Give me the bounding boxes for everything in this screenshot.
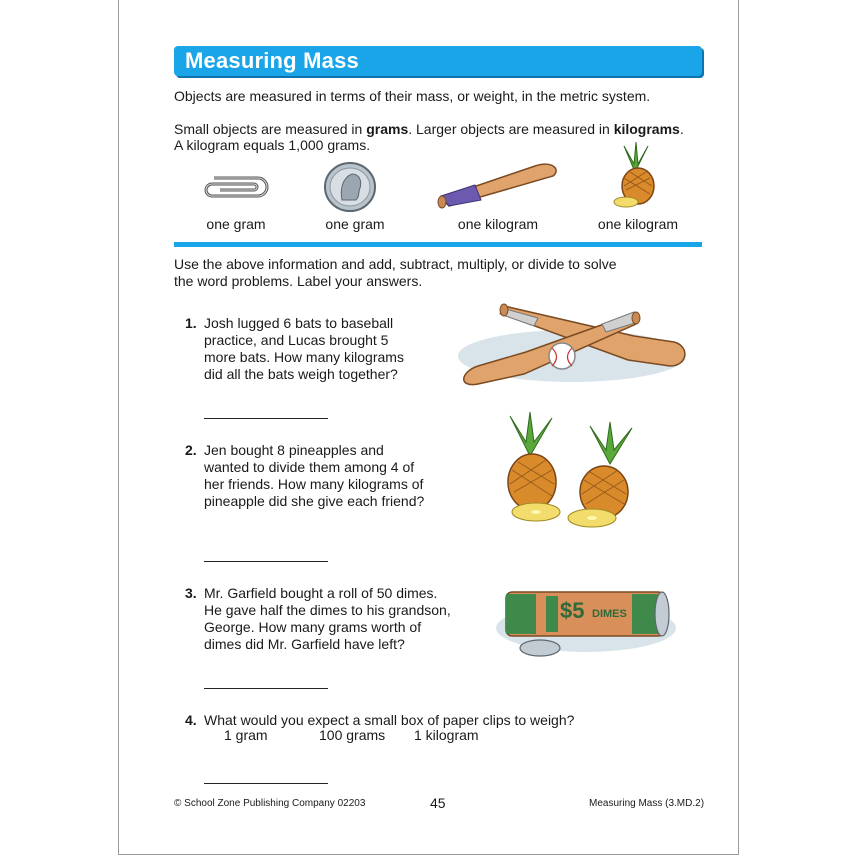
answer-line-1[interactable] [204, 418, 328, 419]
intro-text-2 [174, 121, 684, 138]
problem-1-number: 1. [185, 315, 197, 331]
problem-2-number: 2. [185, 442, 197, 458]
example-caption-4: one kilogram [597, 216, 679, 232]
coin-roll-icon [494, 580, 680, 662]
intro-text-2a: Small objects are measured in [174, 121, 367, 137]
problem-4-number: 4. [185, 712, 197, 728]
intro-text-3: A kilogram equals 1,000 grams. [174, 137, 371, 153]
problem-1-line-4: did all the bats weigh together? [204, 366, 398, 382]
problem-3-number: 3. [185, 585, 197, 601]
answer-line-2[interactable] [204, 561, 328, 562]
option-1-kilogram: 1 kilogram [414, 727, 479, 743]
option-100-grams: 100 grams [319, 727, 386, 743]
problem-2-line-4: pineapple did she give each friend? [204, 493, 425, 509]
two-pineapples-icon [494, 412, 644, 532]
problem-3-line-3: George. How many grams worth of [204, 619, 422, 635]
footer-copyright: © School Zone Publishing Company 02203 [174, 798, 366, 809]
intro-text-2c: . Larger objects are measured in [408, 121, 614, 137]
intro-text-1: Objects are measured in terms of their mass, or weight, in the metric system. [174, 88, 651, 104]
problem-3-line-1: Mr. Garfield bought a roll of 50 dimes. [204, 585, 438, 601]
dime-icon [322, 160, 378, 212]
problem-3-line-4: dimes did Mr. Garfield have left? [204, 636, 405, 652]
problem-4-line-1: What would you expect a small box of paper clips to weigh? [204, 712, 575, 728]
example-caption-3: one kilogram [457, 216, 539, 232]
baseball-bat-icon [435, 160, 563, 210]
answer-line-4[interactable] [204, 783, 328, 784]
page-number: 45 [430, 795, 446, 811]
instructions-line-2: the word problems. Label your answers. [174, 273, 423, 289]
intro-term-kilograms: kilograms [613, 121, 680, 137]
pineapple-icon [610, 142, 660, 210]
problem-2-line-1: Jen bought 8 pineapples and [204, 442, 384, 458]
paper-clip-icon [200, 174, 270, 200]
intro-text-2e: . [679, 121, 684, 137]
problem-2-line-3: her friends. How many kilograms of [204, 476, 424, 492]
problem-1-line-2: practice, and Lucas brought 5 [204, 332, 389, 348]
coin-roll-label: DIMES [592, 608, 627, 620]
problem-3-line-2: He gave half the dimes to his grandson, [204, 602, 451, 618]
example-caption-2: one gram [325, 216, 385, 232]
problem-1-line-1: Josh lugged 6 bats to baseball [204, 315, 394, 331]
option-1-gram: 1 gram [224, 727, 268, 743]
crossed-bats-icon [452, 296, 692, 388]
footer-standard: Measuring Mass (3.MD.2) [589, 798, 705, 809]
coin-roll-illustration [494, 580, 680, 662]
title-banner [174, 46, 702, 76]
coin-roll-amount: $5 [560, 598, 585, 623]
problem-2-line-2: wanted to divide them among 4 of [204, 459, 415, 475]
problem-1-line-3: more bats. How many kilograms [204, 349, 404, 365]
intro-term-grams: grams [366, 121, 409, 137]
instructions-line-1: Use the above information and add, subtract, multiply, or divide to solve [174, 256, 617, 272]
page-title: Measuring Mass [185, 48, 359, 73]
answer-line-3[interactable] [204, 688, 328, 689]
example-caption-1: one gram [206, 216, 266, 232]
section-divider [174, 242, 702, 247]
